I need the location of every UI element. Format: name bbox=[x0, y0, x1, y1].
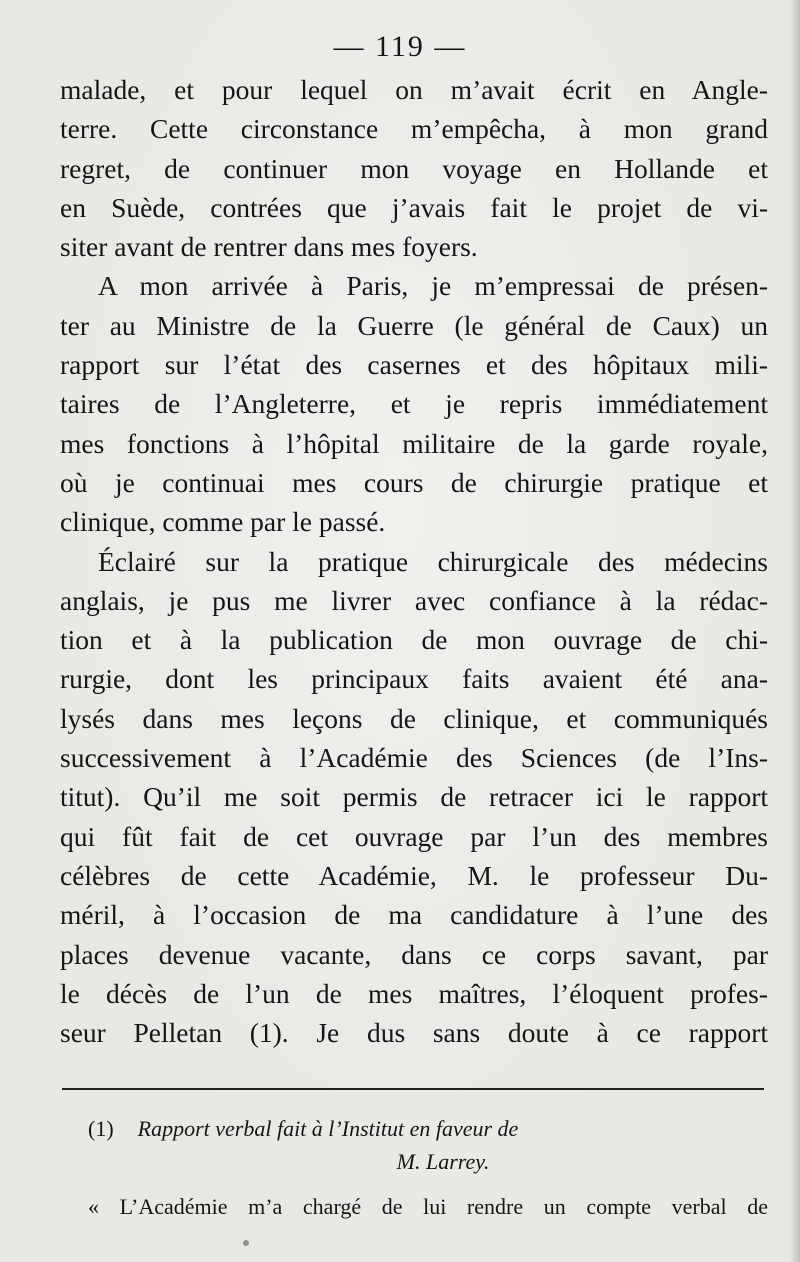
text-line: anglais, je pus me livrer avec confiance à la rédac- bbox=[60, 584, 768, 616]
text-line: rapport sur l’état des casernes et des hôpitaux mili- bbox=[60, 349, 768, 381]
footnote-title-line2: M. Larrey. bbox=[396, 1149, 490, 1174]
text-line: places devenue vacante, dans ce corps savant, par bbox=[60, 938, 768, 970]
text-line: titut). Qu’il me soit permis de retracer ici le rapport bbox=[60, 781, 768, 813]
footnote bbox=[88, 1112, 768, 1178]
text-line: rurgie, dont les principaux faits avaient été ana- bbox=[60, 663, 768, 695]
text-line: tion et à la publication de mon ouvrage de chi- bbox=[60, 624, 768, 656]
text-line: successivement à l’Académie des Sciences (de l’Ins- bbox=[60, 742, 768, 774]
text-line: ter au Ministre de la Guerre (le général de Caux) un bbox=[60, 309, 768, 341]
footnote-divider bbox=[62, 1088, 764, 1090]
text-line: mes fonctions à l’hôpital militaire de la garde royale, bbox=[60, 427, 768, 459]
text-line: malade, et pour lequel on m’avait écrit en Angle- bbox=[60, 74, 768, 105]
page-number: — 119 — bbox=[333, 30, 467, 63]
text-line: Éclairé sur la pratique chirurgicale des médecins bbox=[98, 545, 768, 577]
footnote-marker: (1) bbox=[88, 1116, 114, 1141]
text-line: qui fût fait de cet ouvrage par l’un des membres bbox=[60, 820, 768, 852]
text-line: seur Pelletan (1). Je dus sans doute à ce rapport bbox=[60, 1017, 768, 1049]
text-line: A mon arrivée à Paris, je m’empressai de présen- bbox=[98, 270, 768, 302]
paper-speck bbox=[243, 1240, 249, 1246]
text-line: célèbres de cette Académie, M. le professeur Du- bbox=[60, 859, 768, 891]
text-line: lysés dans mes leçons de clinique, et communiqués bbox=[60, 702, 768, 734]
footnote-quote-line: « L’Académie m’a chargé de lui rendre un compte verbal de bbox=[88, 1194, 768, 1219]
text-line: taires de l’Angleterre, et je repris immédiatement bbox=[60, 388, 768, 420]
text-line: méril, à l’occasion de ma candidature à l’une des bbox=[60, 899, 768, 931]
text-line: regret, de continuer mon voyage en Hollande et bbox=[60, 152, 768, 184]
body-text bbox=[60, 70, 768, 1052]
text-line: où je continuai mes cours de chirurgie pratique et bbox=[60, 466, 768, 498]
text-line: en Suède, contrées que j’avais fait le projet de vi- bbox=[60, 191, 768, 223]
text-line: clinique, comme par le passé. bbox=[60, 506, 386, 538]
text-line: le décès de l’un de mes maîtres, l’éloquent profes- bbox=[60, 977, 768, 1009]
footnote-title-line1: Rapport verbal fait à l’Institut en faveur de bbox=[137, 1116, 519, 1141]
text-line: terre. Cette circonstance m’empêcha, à mon grand bbox=[60, 113, 768, 145]
page-edge-shadow bbox=[790, 0, 800, 1262]
text-line: siter avant de rentrer dans mes foyers. bbox=[60, 231, 478, 263]
